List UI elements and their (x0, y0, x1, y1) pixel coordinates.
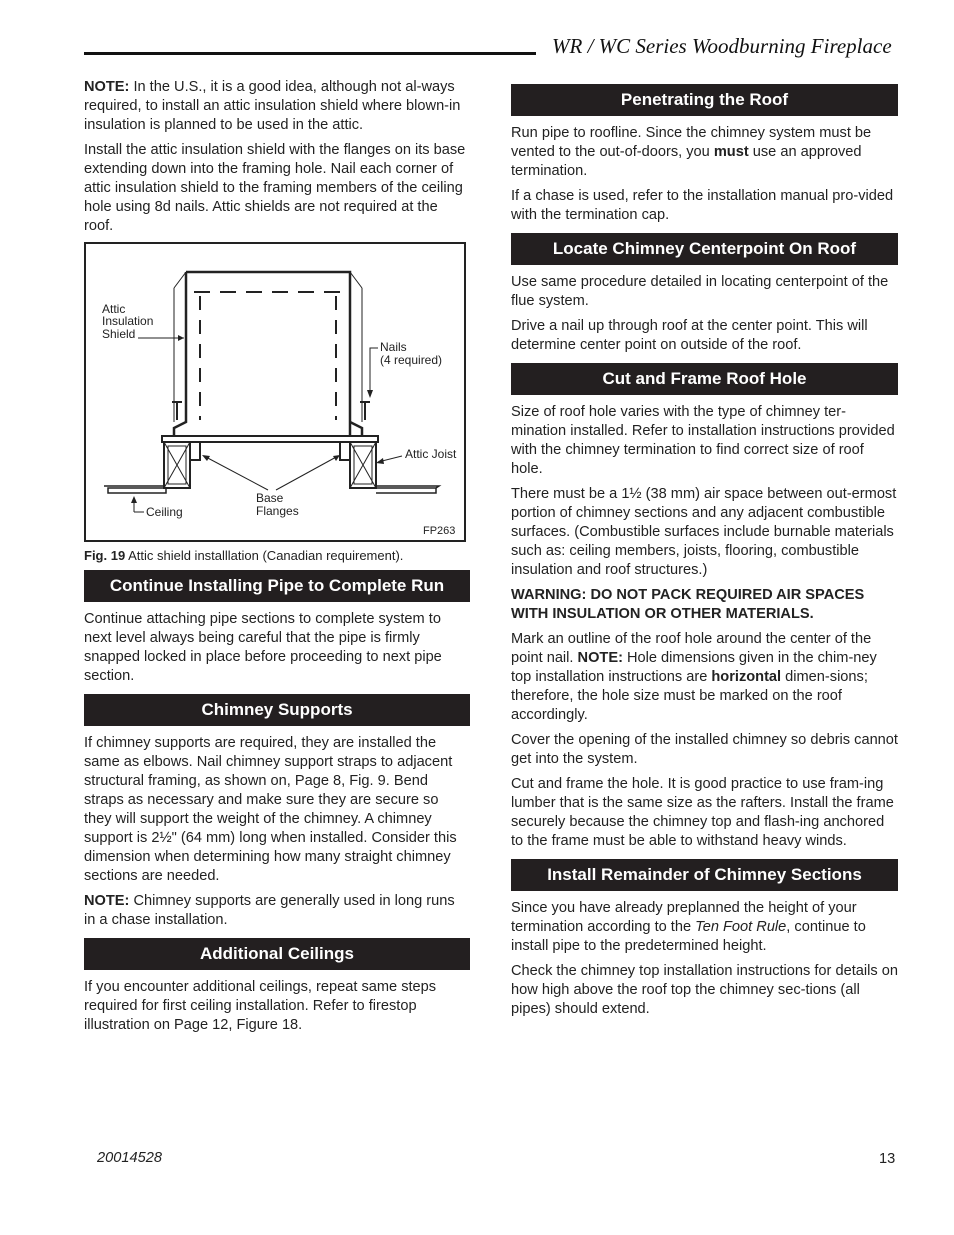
chase-text: If a chase is used, refer to the installation manual pro-vided with the termination cap. (511, 188, 894, 223)
cut-frame-text-5: Cut and frame the hole. It is good practice to use fram-ing lumber that is the same size as the rafters. Install the frame securely because the chimney top and flash-ing anchored to the frame must be able to withstand heavy winds. (511, 776, 894, 849)
horizontal-emphasis: horizontal (711, 669, 782, 685)
hole-note-text: Hole dimensions given in the chim-ney top installation instructions are (511, 650, 877, 685)
section-heading-additional-ceilings: Additional Ceilings (84, 938, 470, 970)
locate-centerpoint-text-2: Drive a nail up through roof at the center point. This will determine center point on outside of the roof. (511, 318, 868, 353)
label-attic-joist: Attic Joist (405, 447, 457, 461)
note-text: In the U.S., it is a good idea, although not al-ways required, to install an attic insulation shield where blown-in insulation is planned to be used in the attic. (84, 79, 461, 133)
supports-note-text: Chimney supports are generally used in long runs in a chase installation. (84, 893, 455, 928)
section-heading-continue-installing: Continue Installing Pipe to Complete Run (84, 570, 470, 602)
install-remainder-text-1 (511, 899, 898, 956)
attic-shield-instructions: Install the attic insulation shield with the flanges on its base extending down into the framing hole. Nail each corner of attic insulation shield to the framing members of the ceiling hole using 8d nails. Attic shields are not required at the roof. (84, 142, 466, 234)
figure-caption (84, 548, 470, 564)
label-shield: Shield (102, 327, 136, 341)
penetrating-text-a: Run pipe to roofline. Since the chimney system must be vented to the out-of-doors, you (511, 125, 872, 160)
penetrating-roof-text (511, 124, 898, 181)
figure-code: FP263 (423, 525, 456, 537)
note-label: NOTE: (84, 79, 130, 95)
label-insulation: Insulation (102, 314, 154, 328)
right-column (511, 84, 898, 1025)
supports-note-label: NOTE: (84, 893, 130, 909)
mark-outline-text: Mark an outline of the roof hole around the center of the point nail. (511, 631, 872, 666)
label-base: Base (256, 491, 284, 505)
label-nails: Nails (380, 340, 407, 354)
header-rule (84, 52, 536, 55)
section-heading-cut-frame: Cut and Frame Roof Hole (511, 363, 898, 395)
page-header-title: WR / WC Series Woodburning Fireplace (552, 34, 892, 58)
chimney-supports-note (84, 892, 470, 930)
chimney-supports-text: If chimney supports are required, they are installed the same as elbows. Nail chimney support straps to adjacent structural framing, as shown on, Page 8, Fig. 9. Bend straps as necessary and make sure they are secure so they will support the weight of the chimney. A chimney support is 2½" (64 mm) long when installed. Consider this dimension when determining how many straight chimney sections are needed. (84, 735, 457, 884)
additional-ceilings-text: If you encounter additional ceilings, repeat same steps required for first ceiling installation. Refer to firestop illustration on Page 12, Figure 18. (84, 979, 437, 1033)
continue-installing-text: Continue attaching pipe sections to complete system to next level always being careful that the pipe is firmly snapped locked in place before proceeding to next pipe section. (84, 611, 442, 684)
remainder-text-a: Since you have already preplanned the height of your termination according to the (511, 900, 857, 935)
remainder-text-c: , continue to install pipe to the predetermined height. (511, 919, 866, 954)
figure-19 (84, 242, 466, 542)
ten-foot-rule: Ten Foot Rule (695, 919, 787, 935)
cut-frame-text-2: There must be a 1½ (38 mm) air space between out-ermost portion of chimney sections and any adjacent combustible surfaces. (Combustible surfaces include burnable materials such as: ceiling members, joists, flooring, combustible insulation and roof structures.) (511, 486, 897, 578)
install-remainder-text-2: Check the chimney top installation instructions for details on how high above the roof top the chimney sec-tions (all pipes) should extend. (511, 963, 898, 1017)
label-attic: Attic (102, 302, 126, 316)
page-number: 13 (879, 1151, 896, 1167)
cut-frame-text-4: Cover the opening of the installed chimney so debris cannot get into the system. (511, 732, 898, 767)
document-number: 20014528 (97, 1150, 162, 1166)
section-heading-chimney-supports: Chimney Supports (84, 694, 470, 726)
attic-note (84, 78, 470, 135)
penetrating-text-c: use an approved termination. (511, 144, 862, 179)
must-emphasis: must (713, 144, 749, 160)
figure-caption-text: Attic shield installlation (Canadian requirement). (125, 548, 404, 563)
cut-frame-text-3 (511, 630, 898, 725)
section-heading-penetrating-roof: Penetrating the Roof (511, 84, 898, 116)
figure-caption-label: Fig. 19 (84, 548, 126, 563)
locate-centerpoint-text-1: Use same procedure detailed in locating centerpoint of the flue system. (511, 274, 889, 309)
cut-frame-text-1: Size of roof hole varies with the type of chimney ter-mination installed. Refer to installation instructions provided with the chimney termination to find correct size of roof hole. (511, 404, 895, 477)
hole-note-label: NOTE: (577, 650, 623, 666)
label-ceiling: Ceiling (146, 505, 183, 519)
label-nails-count: (4 required) (380, 353, 443, 367)
section-heading-locate-centerpoint: Locate Chimney Centerpoint On Roof (511, 233, 898, 265)
hole-note-end: dimen-sions; therefore, the hole size must be marked on the roof accordingly. (511, 669, 868, 723)
cut-frame-warning: WARNING: DO NOT PACK REQUIRED AIR SPACES WITH INSULATION OR OTHER MATERIALS. (511, 587, 865, 622)
section-heading-install-remainder: Install Remainder of Chimney Sections (511, 859, 898, 891)
label-flanges: Flanges (256, 504, 299, 518)
left-column (84, 78, 470, 1041)
attic-shield-diagram (86, 244, 466, 542)
